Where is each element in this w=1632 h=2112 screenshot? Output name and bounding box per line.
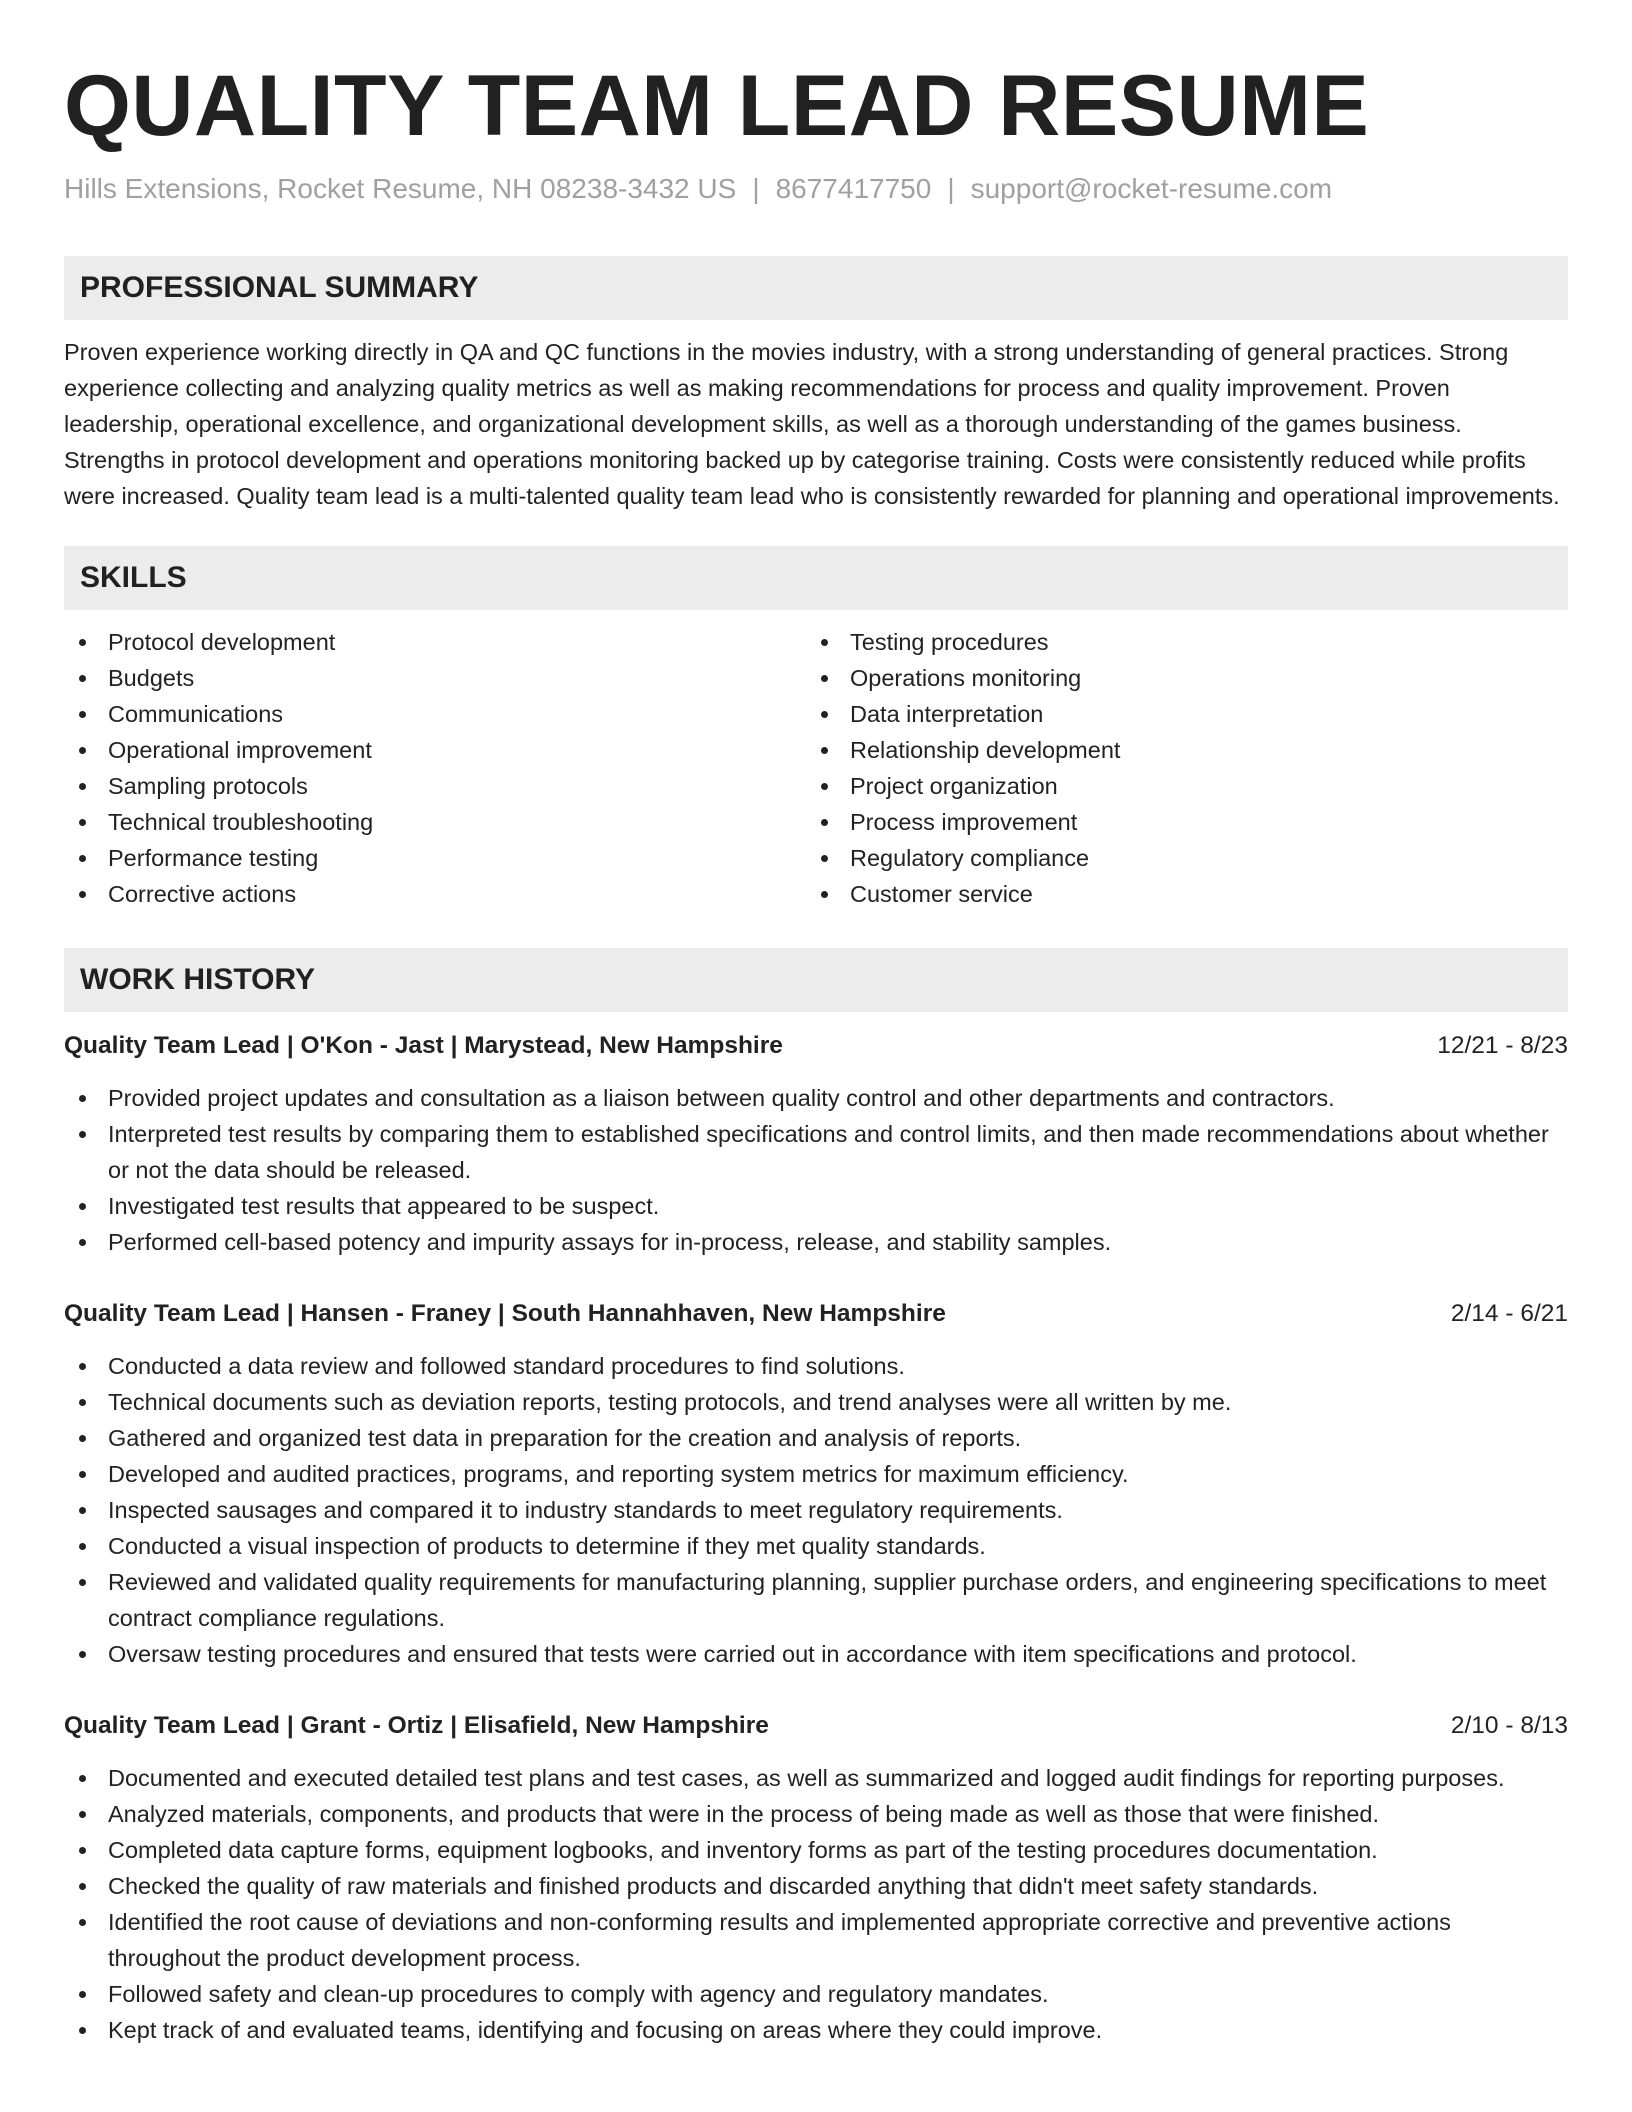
section-header-summary: PROFESSIONAL SUMMARY: [64, 256, 1568, 320]
skill-item: Customer service: [806, 876, 1548, 912]
job-bullet: Gathered and organized test data in preparation for the creation and analysis of reports.: [64, 1420, 1568, 1456]
contact-email: support@rocket-resume.com: [970, 173, 1333, 204]
section-header-work-history: WORK HISTORY: [64, 948, 1568, 1012]
job-bullet: Developed and audited practices, programs, and reporting system metrics for maximum efficiency.: [64, 1456, 1568, 1492]
job-bullet: Identified the root cause of deviations and non-conforming results and implemented appropriate corrective and preventive actions throughout the product development process.: [64, 1904, 1568, 1976]
job-entry: [64, 1296, 1568, 1672]
contact-separator: |: [752, 173, 760, 204]
job-bullet: Conducted a visual inspection of products to determine if they met quality standards.: [64, 1528, 1568, 1564]
skill-item: Relationship development: [806, 732, 1548, 768]
job-title: Quality Team Lead | Grant - Ortiz | Elisafield, New Hampshire: [64, 1712, 769, 1739]
job-bullet: Kept track of and evaluated teams, identifying and focusing on areas where they could improve.: [64, 2012, 1568, 2048]
contact-address: Hills Extensions, Rocket Resume, NH 08238-3432 US: [64, 173, 737, 204]
job-bullet: Oversaw testing procedures and ensured that tests were carried out in accordance with item specifications and protocol.: [64, 1636, 1568, 1672]
job-bullet: Checked the quality of raw materials and finished products and discarded anything that didn't meet safety standards.: [64, 1868, 1568, 1904]
job-bullet: Followed safety and clean-up procedures to comply with agency and regulatory mandates.: [64, 1976, 1568, 2012]
skill-item: Operations monitoring: [806, 660, 1548, 696]
job-bullets: [64, 1080, 1568, 1260]
job-title: Quality Team Lead | Hansen - Franey | South Hannahhaven, New Hampshire: [64, 1300, 946, 1327]
job-bullet: Performed cell-based potency and impurity assays for in-process, release, and stability samples.: [64, 1224, 1568, 1260]
resume-title: QUALITY TEAM LEAD RESUME: [64, 58, 1370, 154]
skills-list-right: [806, 624, 1548, 912]
skill-item: Testing procedures: [806, 624, 1548, 660]
resume-page: [64, 0, 1568, 2048]
job-bullet: Conducted a data review and followed standard procedures to find solutions.: [64, 1348, 1568, 1384]
job-bullets: [64, 1348, 1568, 1672]
job-header: [64, 1708, 1568, 1744]
contact-separator: |: [947, 173, 955, 204]
job-bullet: Inspected sausages and compared it to industry standards to meet regulatory requirements.: [64, 1492, 1568, 1528]
job-entry: [64, 1708, 1568, 2048]
job-bullet: Interpreted test results by comparing them to established specifications and control limits, and then made recommendations about whether or not the data should be released.: [64, 1116, 1568, 1188]
job-bullet: Documented and executed detailed test plans and test cases, as well as summarized and logged audit findings for reporting purposes.: [64, 1760, 1568, 1796]
skill-item: Protocol development: [64, 624, 806, 660]
work-history-list: [64, 1028, 1568, 2048]
section-header-skills: SKILLS: [64, 546, 1568, 610]
job-dates: 2/14 - 6/21: [1450, 1300, 1568, 1327]
skill-item: Project organization: [806, 768, 1548, 804]
skill-item: Corrective actions: [64, 876, 806, 912]
job-bullet: Technical documents such as deviation reports, testing protocols, and trend analyses were all written by me.: [64, 1384, 1568, 1420]
job-title: Quality Team Lead | O'Kon - Jast | Marystead, New Hampshire: [64, 1032, 783, 1059]
job-bullets: [64, 1760, 1568, 2048]
skill-item: Regulatory compliance: [806, 840, 1548, 876]
skill-item: Communications: [64, 696, 806, 732]
job-entry: [64, 1028, 1568, 1260]
skill-item: Process improvement: [806, 804, 1548, 840]
contact-phone: 8677417750: [775, 173, 932, 204]
skill-item: Operational improvement: [64, 732, 806, 768]
skill-item: Performance testing: [64, 840, 806, 876]
skills-list-left: [64, 624, 806, 912]
job-header: [64, 1028, 1568, 1064]
skill-item: Technical troubleshooting: [64, 804, 806, 840]
job-dates: 2/10 - 8/13: [1450, 1712, 1568, 1739]
skill-item: Sampling protocols: [64, 768, 806, 804]
summary-text: Proven experience working directly in QA and QC functions in the movies industry, with a strong understanding of general practices. Strong experience collecting and analyzing quality metrics as well as making recommendations for process and quality improvement. Proven leadership, operational excellence, and organizational development skills, as well as a thorough understanding of the games business. Strengths in protocol development and operations monitoring backed up by categorise training. Costs were consistently reduced while profits were increased. Quality team lead is a multi-talented quality team lead who is consistently rewarded for planning and operational improvements.: [64, 339, 1560, 509]
contact-line: [64, 172, 1568, 206]
skill-item: Data interpretation: [806, 696, 1548, 732]
job-bullet: Completed data capture forms, equipment logbooks, and inventory forms as part of the testing procedures documentation.: [64, 1832, 1568, 1868]
job-dates: 12/21 - 8/23: [1437, 1032, 1568, 1059]
skill-item: Budgets: [64, 660, 806, 696]
job-bullet: Reviewed and validated quality requirements for manufacturing planning, supplier purchase orders, and engineering specifications to meet contract compliance regulations.: [64, 1564, 1568, 1636]
job-header: [64, 1296, 1568, 1332]
job-bullet: Analyzed materials, components, and products that were in the process of being made as well as those that were finished.: [64, 1796, 1568, 1832]
job-bullet: Provided project updates and consultation as a liaison between quality control and other departments and contractors.: [64, 1080, 1568, 1116]
skills-grid: [64, 624, 1568, 912]
job-bullet: Investigated test results that appeared to be suspect.: [64, 1188, 1568, 1224]
